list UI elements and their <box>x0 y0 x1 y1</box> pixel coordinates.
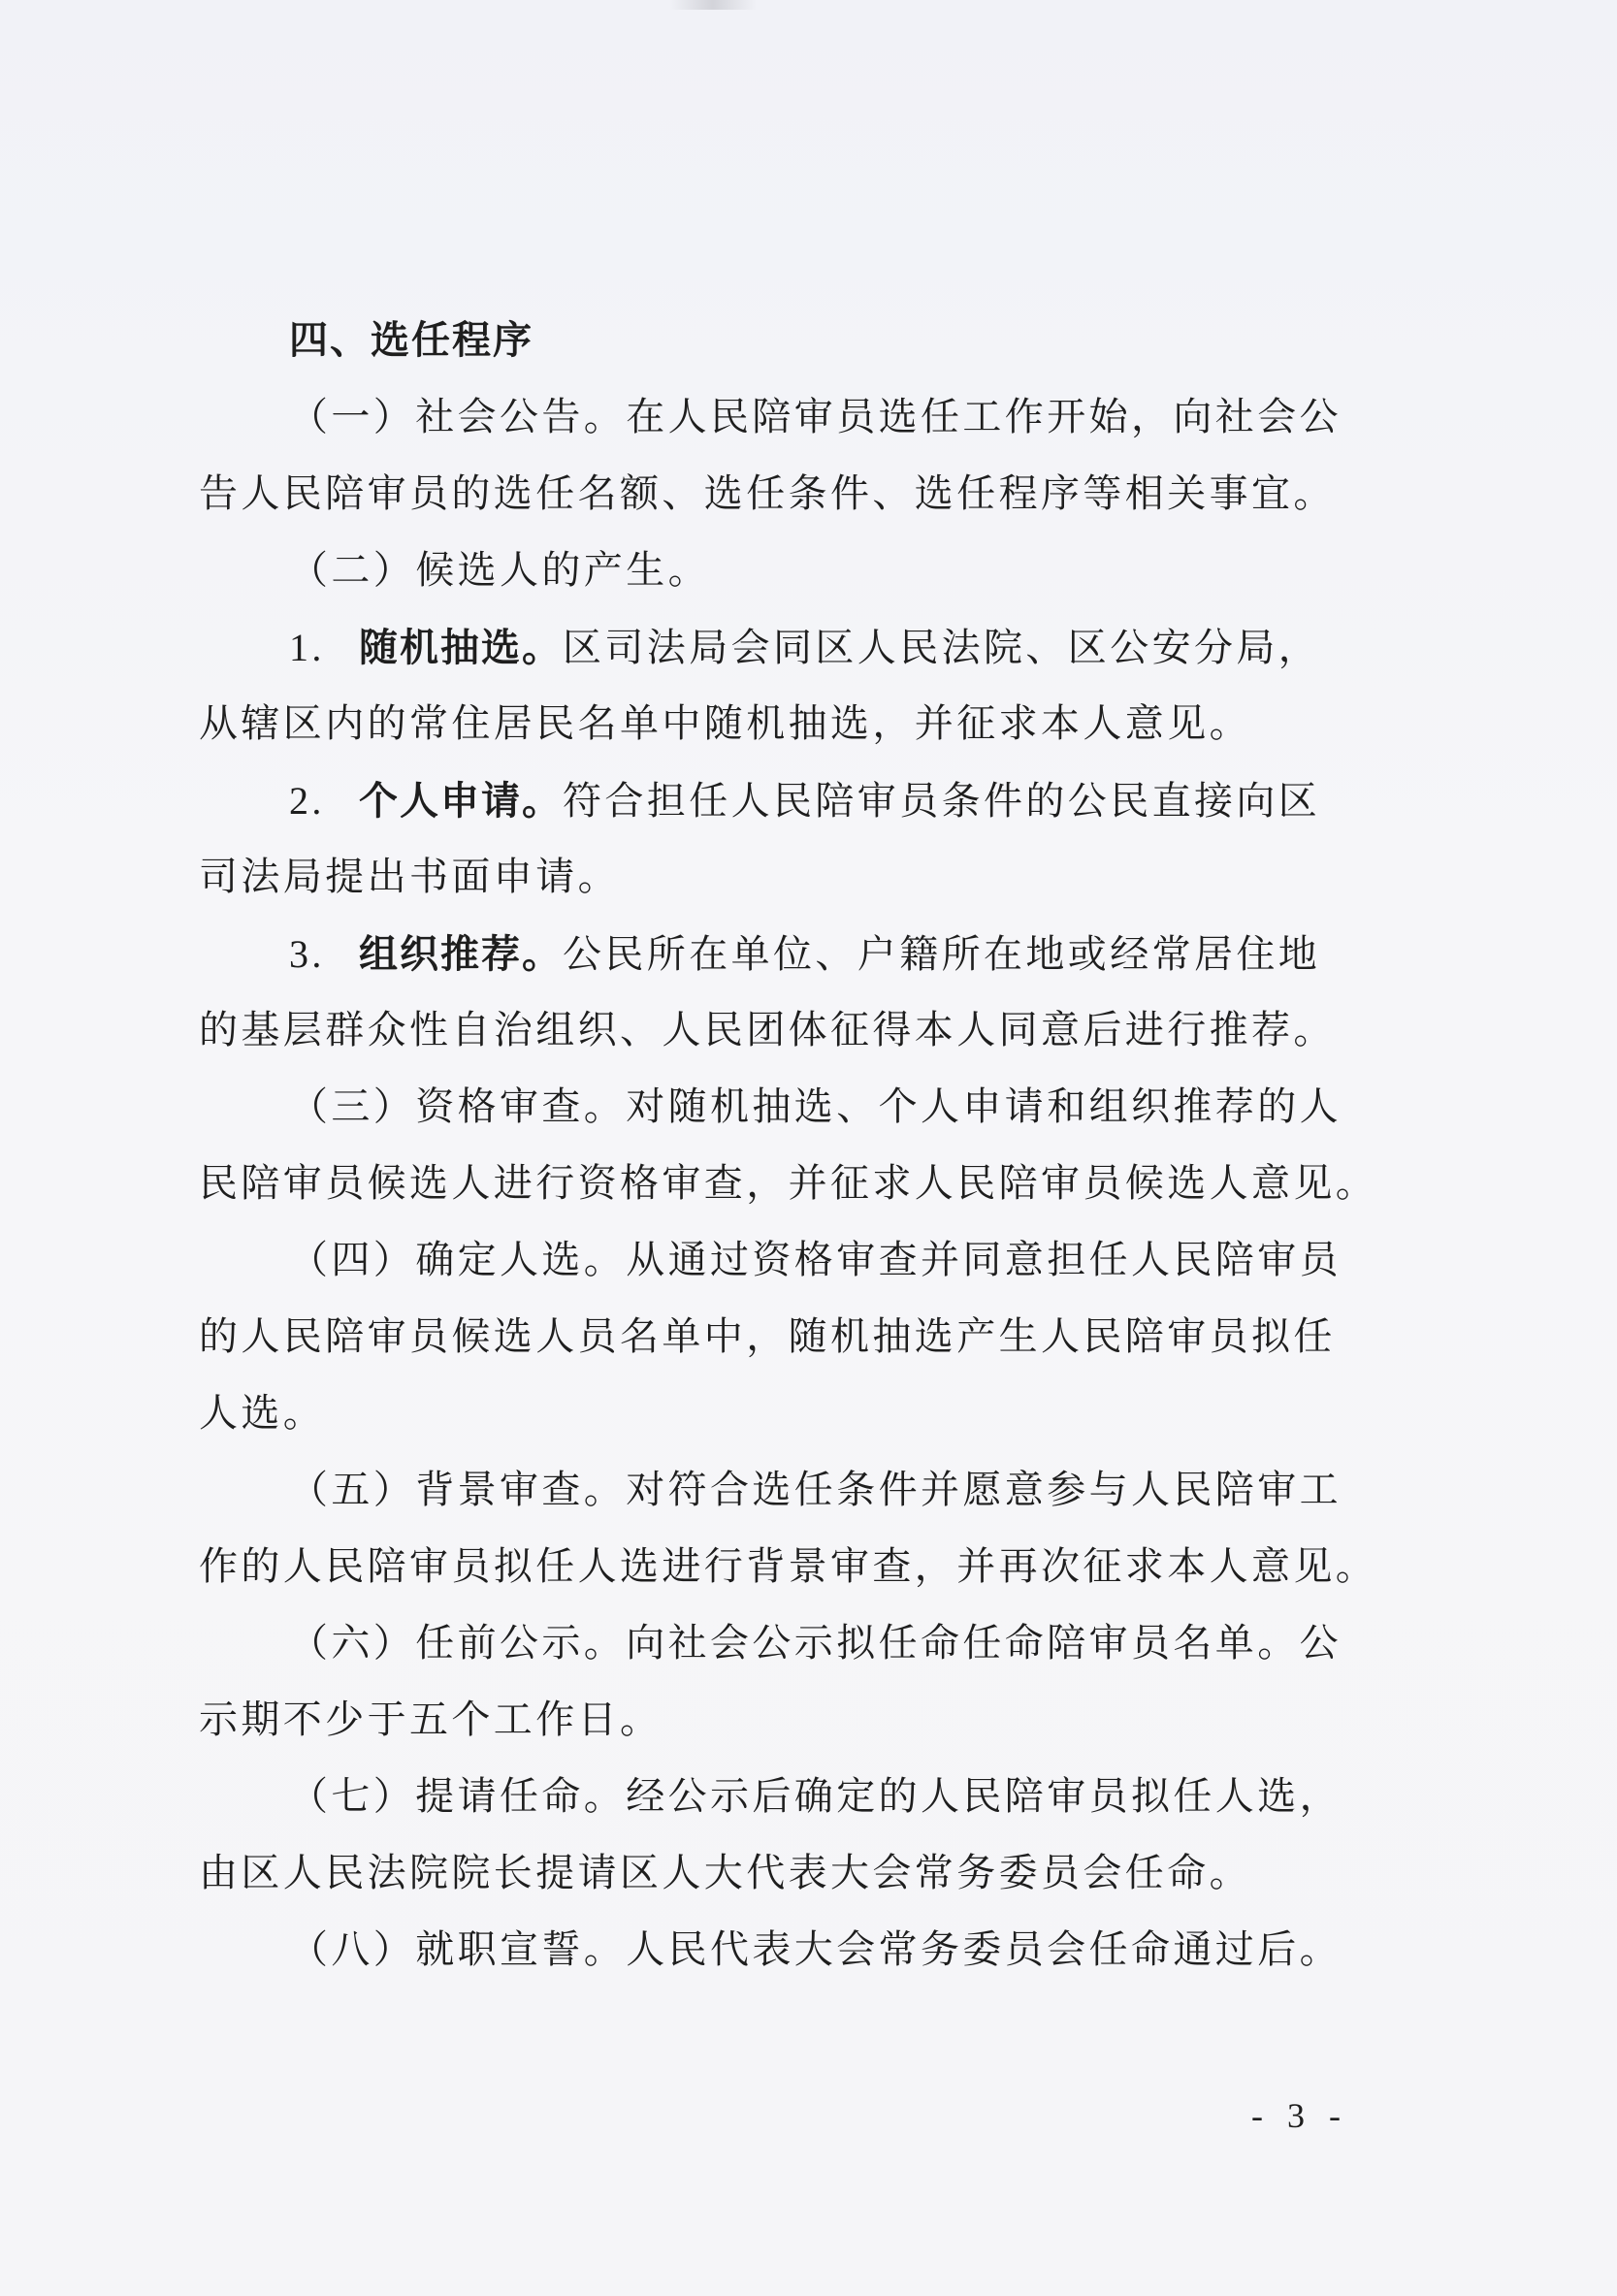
paragraph-line: 的人民陪审员候选人员名单中，随机抽选产生人民陪审员拟任 <box>199 1314 1336 1359</box>
scan-artifact <box>669 0 757 10</box>
list-item-organization-recommendation <box>199 916 1368 992</box>
paragraph-line: 的基层群众性自治组织、人民团体征得本人同意后进行推荐。 <box>199 1008 1336 1052</box>
document-body <box>199 303 1378 1989</box>
paragraph-line: （二）候选人的产生。 <box>289 548 710 593</box>
list-text: 符合担任人民陪审员条件的公民直接向区 <box>563 779 1321 824</box>
list-text: 区司法局会同区人民法院、区公安分局， <box>563 626 1321 670</box>
paragraph-line: （七）提请任命。经公示后确定的人民陪审员拟任人选， <box>289 1774 1342 1819</box>
paragraph-line: （六）任前公示。向社会公示拟任命任命陪审员名单。公 <box>289 1621 1342 1665</box>
paragraph-line: 从辖区内的常住居民名单中随机抽选，并征求本人意见。 <box>199 701 1251 746</box>
list-term: 随机抽选。 <box>359 626 563 670</box>
list-number: 1. <box>289 626 325 669</box>
paragraph-line: （八）就职宣誓。人民代表大会常务委员会任命通过后。 <box>289 1927 1342 1972</box>
section-title: 四、选任程序 <box>289 318 534 363</box>
paragraph-line: （五）背景审查。对符合选任条件并愿意参与人民陪审工 <box>289 1468 1342 1512</box>
paragraph-line: 示期不少于五个工作日。 <box>199 1698 663 1742</box>
paragraph-line: （四）确定人选。从通过资格审查并同意担任人民陪审员 <box>289 1238 1342 1282</box>
list-term: 组织推荐。 <box>359 932 563 977</box>
paragraph-line: 司法局提出书面申请。 <box>199 855 620 899</box>
list-number: 2. <box>289 779 325 823</box>
paragraph-line: 人选。 <box>199 1391 326 1436</box>
list-item-personal-application <box>199 762 1368 839</box>
paragraph-line: （三）资格审查。对随机抽选、个人申请和组织推荐的人 <box>289 1084 1342 1129</box>
paragraph-line: 由区人民法院院长提请区人大代表大会常务委员会任命。 <box>199 1851 1251 1895</box>
paragraph-line: 民陪审员候选人进行资格审查，并征求人民陪审员候选人意见。 <box>199 1161 1378 1206</box>
page-number: - 3 - <box>1251 2096 1348 2135</box>
list-item-random-selection <box>199 609 1368 686</box>
paragraph-line: 告人民陪审员的选任名额、选任条件、选任程序等相关事宜。 <box>199 471 1336 516</box>
list-term: 个人申请。 <box>359 779 563 824</box>
paragraph-line: （一）社会公告。在人民陪审员选任工作开始，向社会公 <box>289 395 1342 439</box>
list-number: 3. <box>289 932 325 976</box>
paragraph-line: 作的人民陪审员拟任人选进行背景审查，并再次征求本人意见。 <box>199 1544 1378 1589</box>
list-text: 公民所在单位、户籍所在地或经常居住地 <box>563 932 1321 977</box>
